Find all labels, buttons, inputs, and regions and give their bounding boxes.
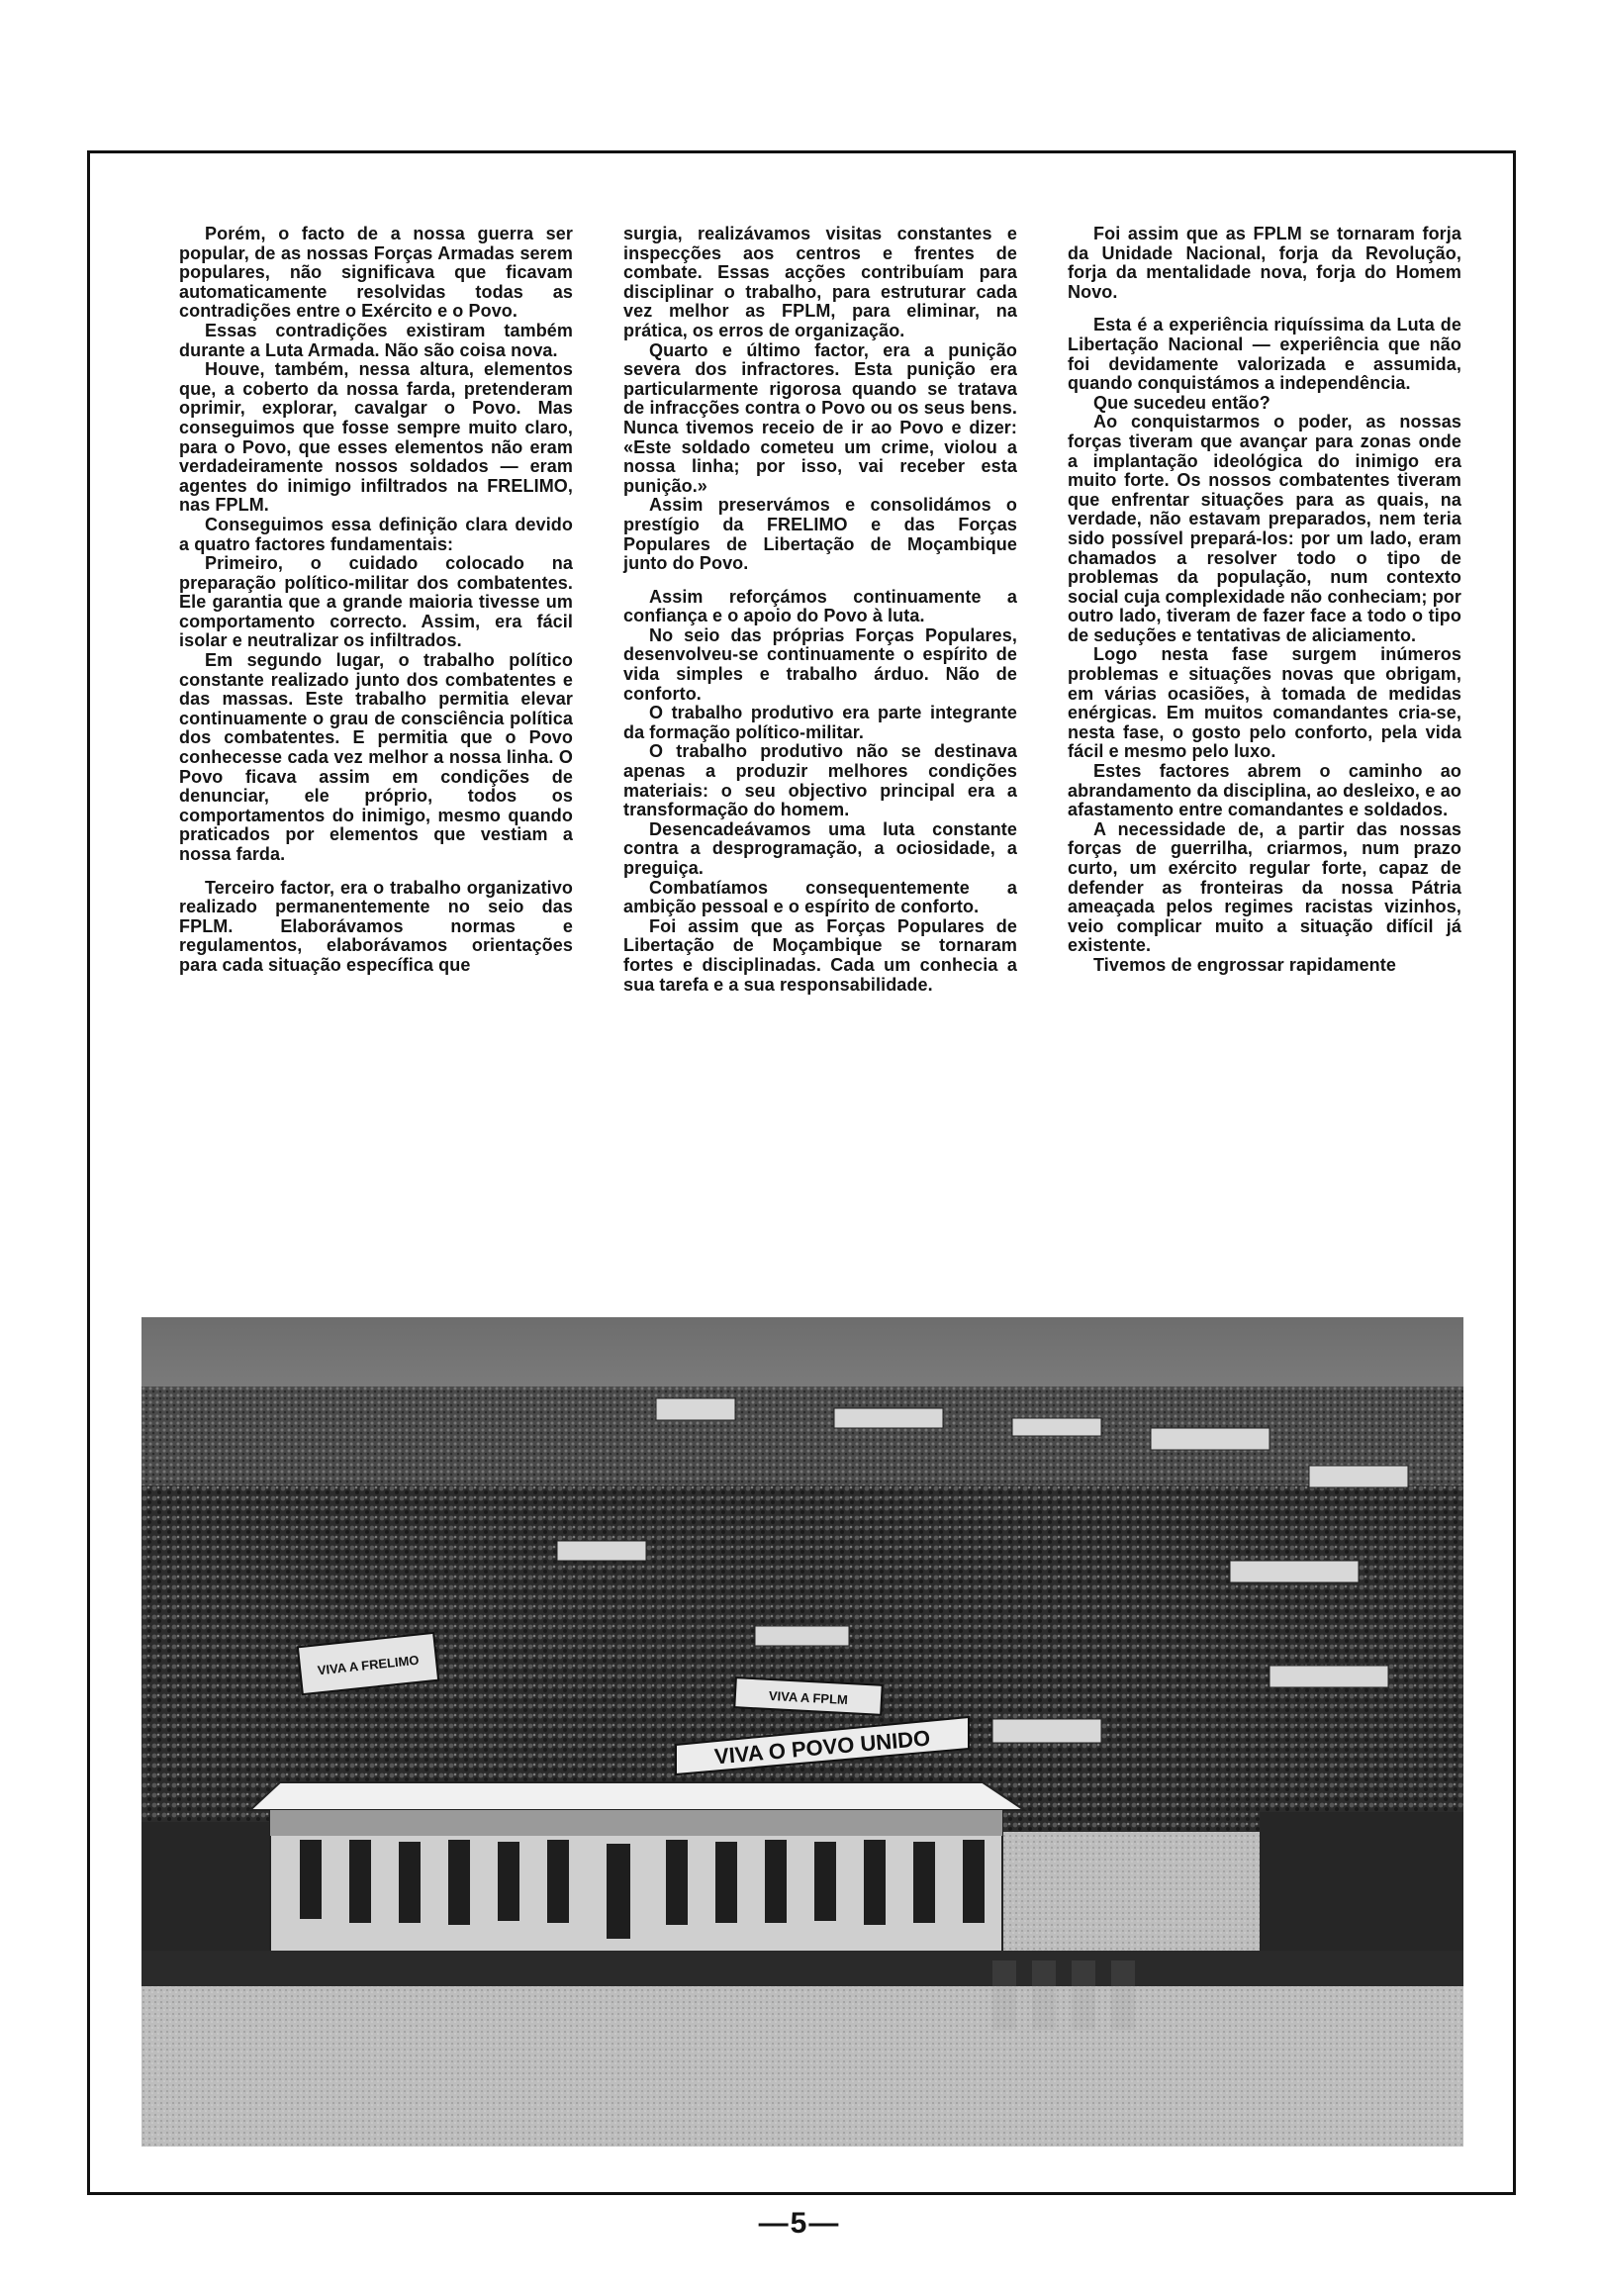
article-paragraph: Conseguimos essa definição clara devido a quatro factores fundamentais: xyxy=(179,514,573,554)
article-paragraph: Houve, também, nessa altura, elementos que, a coberto da nossa farda, pretenderam oprimir, explorar, cavalgar o Povo. Mas conseguimos que fosse sempre muito claro, para o Povo, que esses elementos não eram verdadeiramente nossos soldados — eram agentes do inimigo infiltrados na FRELIMO, nas FPLM. xyxy=(179,359,573,516)
article-paragraph: Quarto e último factor, era a punição severa dos infractores. Esta punição era particularmente rigorosa quando se tratava de infracções contra o Povo ou os seus bens. Nunca tivemos receio de ir ao Povo e dizer: «Este soldado cometeu um crime, violou a nossa linha; por isso, vai receber esta punição.» xyxy=(623,339,1017,496)
article-paragraph: surgia, realizávamos visitas constantes e inspecções aos centros e frentes de combate. Essas acções contribuíam para disciplinar o trabalho, para estruturar cada vez melhor as FPLM, para eliminar, na prática, os erros de organização. xyxy=(623,224,1017,340)
article-paragraph: O trabalho produtivo era parte integrante da formação político-militar. xyxy=(623,703,1017,742)
article-paragraph: Assim reforçámos continuamente a confiança e o apoio do Povo à luta. xyxy=(623,586,1017,626)
article-paragraph: No seio das próprias Forças Populares, desenvolveu-se continuamente o espírito de vida simples e trabalho árduo. Não de conforto. xyxy=(623,624,1017,704)
article-paragraph: Terceiro factor, era o trabalho organizativo realizado permanentemente no seio das FPLM. Elaborávamos normas e regulamentos, elaborávamos orientações para cada situação específica que xyxy=(179,877,573,975)
rally-photograph xyxy=(141,1317,1463,2147)
svg-text:VIVA O POVO UNIDO: VIVA O POVO UNIDO xyxy=(712,1725,932,1770)
article-paragraph: Porém, o facto de a nossa guerra ser popular, de as nossas Forças Armadas serem populares, não significava que ficavam automaticamente resolvidas todas as contradições entre o Exército e o Povo. xyxy=(179,224,573,322)
rally-photo-illustration xyxy=(141,1317,1463,2147)
article-paragraph: Logo nesta fase surgem inúmeros problemas e situações novas que obrigam, em várias ocasiões, à tomada de medidas enérgicas. Em muitos comandantes cria-se, nesta fase, o gosto pelo conforto, pela vida fácil e mesmo pelo luxo. xyxy=(1068,644,1461,762)
svg-text:VIVA A FPLM: VIVA A FPLM xyxy=(768,1687,849,1708)
article-column-2 xyxy=(623,225,1017,1460)
article-paragraph: A necessidade de, a partir das nossas forças de guerrilha, criarmos, num prazo curto, um exército regular forte, capaz de defender as fronteiras da nossa Pátria ameaçada pelos regimes racistas vizinhos, veio complicar muito a situação difícil já existente. xyxy=(1068,818,1461,956)
article-paragraph: Essas contradições existiram também durante a Luta Armada. Não são coisa nova. xyxy=(179,320,573,360)
page-number: —5— xyxy=(758,2207,841,2240)
article-paragraph: Assim preservámos e consolidámos o prestígio da FRELIMO e das Forças Populares de Libertação de Moçambique junto do Povo. xyxy=(623,495,1017,574)
article-paragraph: Desencadeávamos uma luta constante contra a desprogramação, a ociosidade, a preguiça. xyxy=(623,818,1017,878)
svg-text:VIVA A FRELIMO: VIVA A FRELIMO xyxy=(317,1652,421,1678)
article-paragraph: Esta é a experiência riquíssima da Luta de Libertação Nacional — experiência que não foi devidamente valorizada e assumida, quando conquistámos a independência. xyxy=(1068,315,1461,394)
article-columns xyxy=(179,225,1461,1460)
article-paragraph: Combatíamos consequentemente a ambição pessoal e o espírito de conforto. xyxy=(623,877,1017,917)
article-paragraph: Primeiro, o cuidado colocado na preparação político-militar dos combatentes. Ele garantia que a grande maioria tivesse um comportamento correcto. Assim, era fácil isolar e neutralizar os infiltrados. xyxy=(179,553,573,651)
banner-middle xyxy=(734,1677,882,1715)
article-paragraph: Tivemos de engrossar rapidamente xyxy=(1093,954,1396,975)
article-column-3 xyxy=(1068,225,1461,1460)
article-paragraph: Foi assim que as FPLM se tornaram forja da Unidade Nacional, forja da Revolução, forja da mentalidade nova, forja do Homem Novo. xyxy=(1068,224,1461,302)
article-paragraph: Estes factores abrem o caminho ao abrandamento da disciplina, ao desleixo, e ao afastamento entre comandantes e soldados. xyxy=(1068,761,1461,820)
article-paragraph: O trabalho produtivo não se destinava apenas a produzir melhores condições materiais: o seu objectivo principal era a transformação do homem. xyxy=(623,741,1017,820)
article-paragraph: Ao conquistarmos o poder, as nossas forças tiveram que avançar para zonas onde a implantação ideológica do inimigo era muito forte. Os nossos combatentes tiveram que enfrentar situações para as quais, na verdade, não estavam preparados, nem teria sido possível prepará-los: por um lado, eram chamados a resolver todo o tipo de problemas da população, num contexto social cuja complexidade não conheciam; por outro lado, tiveram de fazer face a todo o tipo de seduções e tentativas de aliciamento. xyxy=(1068,412,1461,645)
article-column-1 xyxy=(179,225,573,1460)
article-paragraph: Foi assim que as Forças Populares de Libertação de Moçambique se tornaram fortes e disciplinadas. Cada um conhecia a sua tarefa e a sua responsabilidade. xyxy=(623,915,1017,995)
article-paragraph: Que sucedeu então? xyxy=(1093,392,1270,413)
article-paragraph: Em segundo lugar, o trabalho político constante realizado junto dos combatentes e das massas. Este trabalho permitia elevar continuamente o grau de consciência política dos combatentes. E permitia que o Povo conhecesse cada vez melhor a nossa linha. O Povo ficava assim em condições de denunciar, ele próprio, todos os comportamentos do inimigo, mesmo quando praticados por elementos que vestiam a nossa farda. xyxy=(179,650,573,864)
page-frame xyxy=(87,150,1516,2195)
